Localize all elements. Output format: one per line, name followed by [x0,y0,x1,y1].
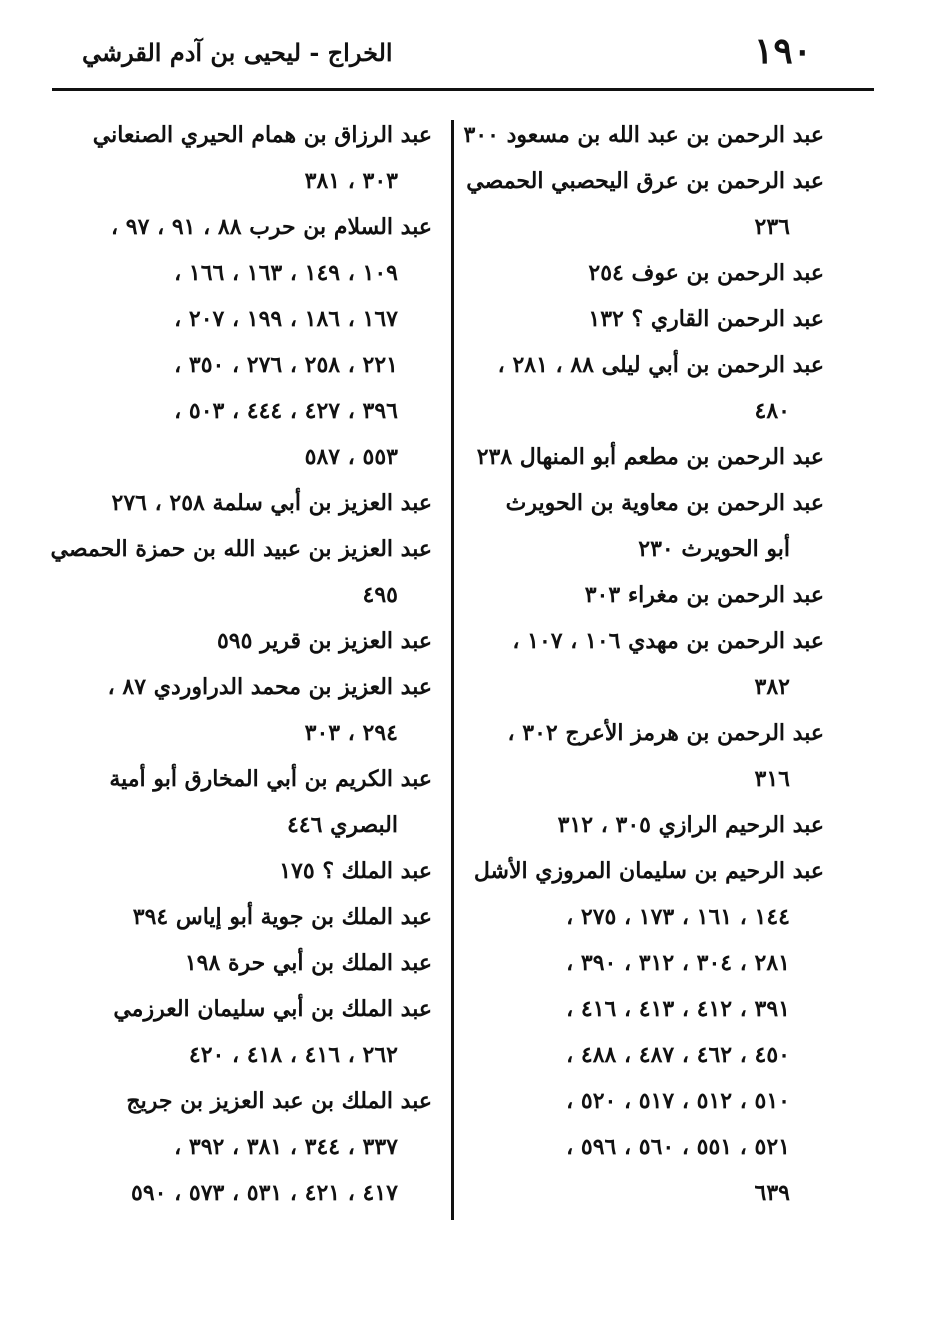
index-entry [462,342,824,434]
index-entry [88,1078,432,1216]
index-entry-heading: عبد الملك بن جوية أبو إياس ٣٩٤ [132,904,432,930]
index-entry-continuation: ٥١٠ ، ٥١٢ ، ٥١٧ ، ٥٢٠ ، [566,1088,790,1114]
index-entry [50,526,432,618]
index-entry-heading: عبد الملك بن عبد العزيز بن جريج [126,1088,432,1114]
index-entry-continuation: ٢٦٢ ، ٤١٦ ، ٤١٨ ، ٤٢٠ [188,1042,398,1068]
index-entry [88,112,432,204]
index-entry-heading: عبد الرحمن بن عرق اليحصبي الحمصي [466,168,824,194]
index-entry [462,112,824,158]
index-entry-heading: عبد الرزاق بن همام الحيري الصنعاني [92,122,432,148]
index-entry-heading: عبد الرحيم بن سليمان المروزي الأشل [473,858,824,884]
left-column [50,112,432,1216]
index-entry [88,664,432,756]
index-entry-continuation: ٣٩١ ، ٤١٢ ، ٤١٣ ، ٤١٦ ، [566,996,790,1022]
index-entry [88,894,432,940]
index-entry-continuation: ٣١٦ [754,766,790,792]
index-entry [88,204,432,480]
index-entry-continuation: ٣٩٦ ، ٤٢٧ ، ٤٤٤ ، ٥٠٣ ، [174,398,398,424]
page-header [52,26,874,86]
index-entry-heading: عبد الملك بن أبي حرة ١٩٨ [184,950,432,976]
index-entry [462,434,824,480]
index-entry [462,480,824,572]
page-number: ١٩٠ [753,30,812,72]
index-entry-continuation: ١٤٤ ، ١٦١ ، ١٧٣ ، ٢٧٥ ، [566,904,790,930]
index-entry-continuation: ٢٣٦ [754,214,790,240]
index-entry-continuation: ٢٨١ ، ٣٠٤ ، ٣١٢ ، ٣٩٠ ، [566,950,790,976]
index-entry [88,848,432,894]
index-entry-continuation: ٣٣٧ ، ٣٤٤ ، ٣٨١ ، ٣٩٢ ، [174,1134,398,1160]
index-entry-continuation: أبو الحويرث ٢٣٠ [638,536,790,562]
index-entry-continuation: ٦٣٩ [754,1180,790,1206]
index-entry-heading: عبد العزيز بن أبي سلمة ٢٥٨ ، ٢٧٦ [111,490,432,516]
index-entry-heading: عبد السلام بن حرب ٨٨ ، ٩١ ، ٩٧ ، [111,214,432,240]
index-entry [462,710,824,802]
index-entry-heading: عبد الرحيم الرازي ٣٠٥ ، ٣١٢ [557,812,824,838]
index-entry-heading: عبد الرحمن بن عوف ٢٥٤ [588,260,824,286]
index-entry-heading: عبد الملك بن أبي سليمان العرزمي [113,996,432,1022]
index-entry-continuation: ٥٢١ ، ٥٥١ ، ٥٦٠ ، ٥٩٦ ، [566,1134,790,1160]
index-entry-heading: عبد العزيز بن قرير ٥٩٥ [216,628,432,654]
index-entry-heading: عبد الرحمن بن هرمز الأعرج ٣٠٢ ، [507,720,824,746]
index-entry-continuation: ٤٨٠ [754,398,790,424]
index-entry [462,848,824,1216]
index-entry [462,250,824,296]
index-entry-heading: عبد الكريم بن أبي المخارق أبو أمية [109,766,432,792]
index-entry-continuation: ١٦٧ ، ١٨٦ ، ١٩٩ ، ٢٠٧ ، [174,306,398,332]
right-column [462,112,824,1216]
index-entry-continuation: ٣٠٣ ، ٣٨١ [304,168,398,194]
index-entry-continuation: ٤٥٠ ، ٤٦٢ ، ٤٨٧ ، ٤٨٨ ، [566,1042,790,1068]
index-entry [462,158,824,250]
index-entry [462,618,824,710]
index-entry-continuation: ٢٩٤ ، ٣٠٣ [304,720,398,746]
index-entry-continuation: ١٠٩ ، ١٤٩ ، ١٦٣ ، ١٦٦ ، [174,260,398,286]
index-entry [88,480,432,526]
index-entry [462,296,824,342]
index-entry-heading: عبد الرحمن بن معاوية بن الحويرث [505,490,824,516]
index-entry-heading: عبد الرحمن بن أبي ليلى ٨٨ ، ٢٨١ ، [497,352,824,378]
index-entry [88,618,432,664]
index-entry-continuation: البصري ٤٤٦ [286,812,398,838]
index-entry-continuation: ٤٩٥ [362,582,398,608]
index-entry [88,986,432,1078]
index-entry-heading: عبد الملك ؟ ١٧٥ [279,858,432,884]
index-entry-heading: عبد الرحمن بن مهدي ١٠٦ ، ١٠٧ ، [512,628,824,654]
index-entry-continuation: ٤١٧ ، ٤٢١ ، ٥٣١ ، ٥٧٣ ، ٥٩٠ [131,1180,398,1206]
index-entry [462,572,824,618]
index-entry-heading: عبد العزيز بن عبيد الله بن حمزة الحمصي [50,536,432,562]
index-entry-continuation: ٣٨٢ [754,674,790,700]
index-entry-heading: عبد الرحمن بن مغراء ٣٠٣ [584,582,824,608]
index-entry-continuation: ٥٥٣ ، ٥٨٧ [304,444,398,470]
index-entry-heading: عبد الرحمن القاري ؟ ١٣٢ [588,306,824,332]
index-entry-heading: عبد العزيز بن محمد الدراوردي ٨٧ ، [107,674,432,700]
index-entry [88,940,432,986]
running-title: الخراج - ليحيى بن آدم القرشي [82,38,393,67]
header-rule [52,88,874,91]
index-entry-heading: عبد الرحمن بن عبد الله بن مسعود ٣٠٠ [463,122,824,148]
column-divider [451,120,454,1220]
index-entry [88,756,432,848]
index-entry-heading: عبد الرحمن بن مطعم أبو المنهال ٢٣٨ [476,444,824,470]
index-entry-continuation: ٢٢١ ، ٢٥٨ ، ٢٧٦ ، ٣٥٠ ، [174,352,398,378]
index-entry [462,802,824,848]
